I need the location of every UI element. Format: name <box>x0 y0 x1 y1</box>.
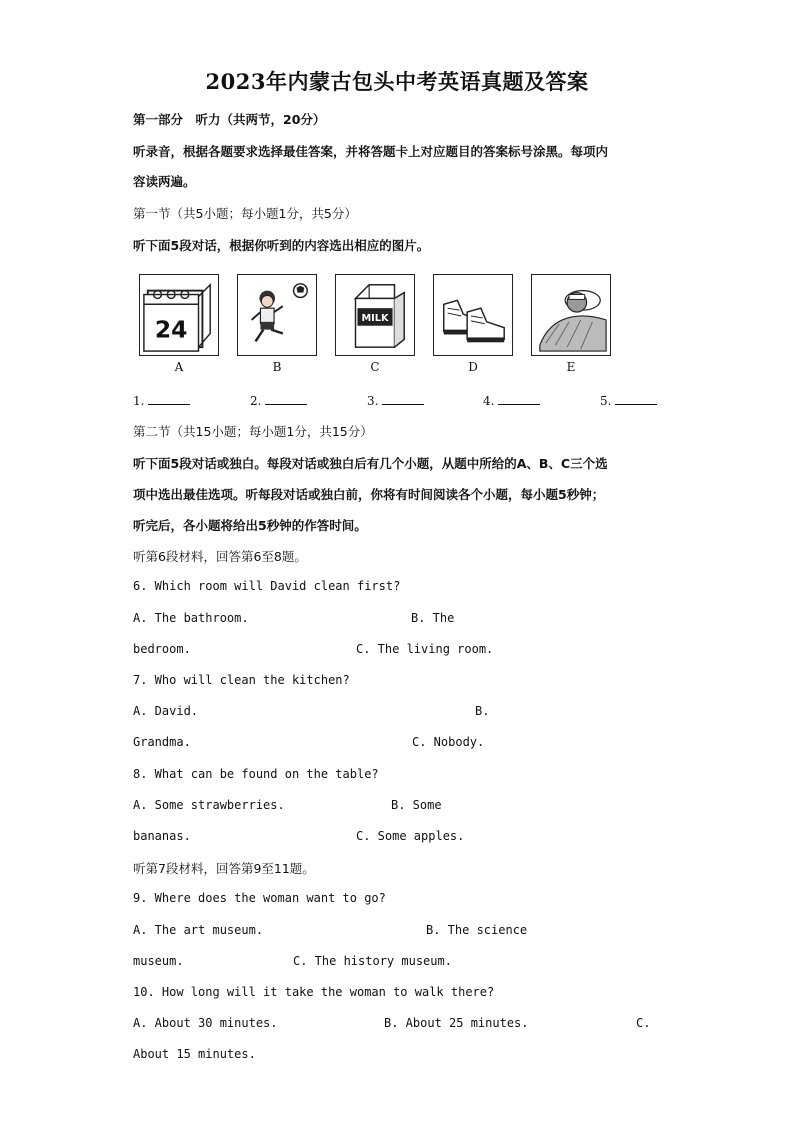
question-6-option-a[interactable]: A. The bathroom. <box>133 611 249 625</box>
calendar-number: 24 <box>154 315 188 344</box>
milk-carton-icon <box>335 274 415 356</box>
question-6-option-b[interactable]: B. The <box>411 611 455 625</box>
question-8-option-b[interactable]: B. Some <box>391 798 442 812</box>
question-7-stem: 7. Who will clean the kitchen? <box>133 673 350 687</box>
question-10-option-b[interactable]: B. About 25 minutes. <box>384 1016 529 1030</box>
question-9-option-b[interactable]: B. The science <box>426 923 528 937</box>
question-7-option-b[interactable]: B. <box>475 704 490 718</box>
question-10-option-c-cont[interactable]: About 15 minutes. <box>133 1047 256 1061</box>
question-10-stem: 10. How long will it take the woman to walk there? <box>133 985 495 999</box>
picture-label-a: A <box>174 360 184 374</box>
instructions-line1: 听录音，根据各题要求选择最佳答案，并将答题卡上对应题目的答案标号涂黑。每项内 <box>133 144 609 159</box>
section2-direction-line1: 听下面5段对话或独白。每段对话或独白后有几个小题，从题中所给的A、B、C三个选 <box>133 456 608 471</box>
question-8-option-a[interactable]: A. Some strawberries. <box>133 798 285 812</box>
section2-direction-line3: 听完后，各小题将给出5秒钟的作答时间。 <box>133 518 367 533</box>
question-10-option-c[interactable]: C. <box>636 1016 651 1030</box>
question-9-stem: 9. Where does the woman want to go? <box>133 891 386 905</box>
question-8-option-b-cont[interactable]: bananas. <box>133 829 191 843</box>
section1-heading: 第一节（共5小题；每小题1分，共5分） <box>133 206 357 221</box>
part1-heading: 第一部分 听力（共两节，20分） <box>133 112 326 127</box>
picture-label-e: E <box>566 360 576 374</box>
question-6-stem: 6. Which room will David clean first? <box>133 579 401 593</box>
picture-label-c: C <box>370 360 380 374</box>
question-6-option-c[interactable]: C. The living room. <box>356 642 494 656</box>
answer-blanks <box>133 392 673 410</box>
question-10-option-a[interactable]: A. About 30 minutes. <box>133 1016 278 1030</box>
sick-in-bed-icon <box>531 274 611 356</box>
material-6-intro: 听第6段材料，回答第6至8题。 <box>133 549 307 564</box>
question-7-option-b-cont[interactable]: Grandma. <box>133 735 191 749</box>
section2-heading: 第二节（共15小题；每小题1分，共15分） <box>133 424 373 439</box>
instructions-line2: 容读两遍。 <box>133 174 196 189</box>
question-6-option-b-cont[interactable]: bedroom. <box>133 642 191 656</box>
question-7-option-a[interactable]: A. David. <box>133 704 199 718</box>
calendar-24-icon <box>139 274 219 356</box>
answer-blank[interactable]: 2. <box>250 392 307 408</box>
answer-blank[interactable]: 3. <box>367 392 424 408</box>
picture-label-d: D <box>468 360 478 374</box>
picture-row <box>139 274 619 374</box>
section1-direction: 听下面5段对话，根据你听到的内容选出相应的图片。 <box>133 238 430 253</box>
question-8-option-c[interactable]: C. Some apples. <box>356 829 465 843</box>
sneakers-icon <box>433 274 513 356</box>
boy-kicking-ball-icon <box>237 274 317 356</box>
material-7-intro: 听第7段材料，回答第9至11题。 <box>133 861 315 876</box>
answer-blank[interactable]: 5. <box>600 392 657 408</box>
answer-blank[interactable]: 4. <box>483 392 540 408</box>
picture-label-b: B <box>272 360 282 374</box>
carton-text: MILK <box>361 312 389 324</box>
question-8-stem: 8. What can be found on the table? <box>133 767 379 781</box>
question-9-option-b-cont[interactable]: museum. <box>133 954 184 968</box>
section2-direction-line2: 项中选出最佳选项。听每段对话或独白前，你将有时间阅读各个小题，每小题5秒钟； <box>133 487 605 502</box>
question-9-option-a[interactable]: A. The art museum. <box>133 923 264 937</box>
question-9-option-c[interactable]: C. The history museum. <box>293 954 452 968</box>
page-title: 2023年内蒙古包头中考英语真题及答案 <box>205 69 589 94</box>
question-7-option-c[interactable]: C. Nobody. <box>412 735 485 749</box>
answer-blank[interactable]: 1. <box>133 392 190 408</box>
